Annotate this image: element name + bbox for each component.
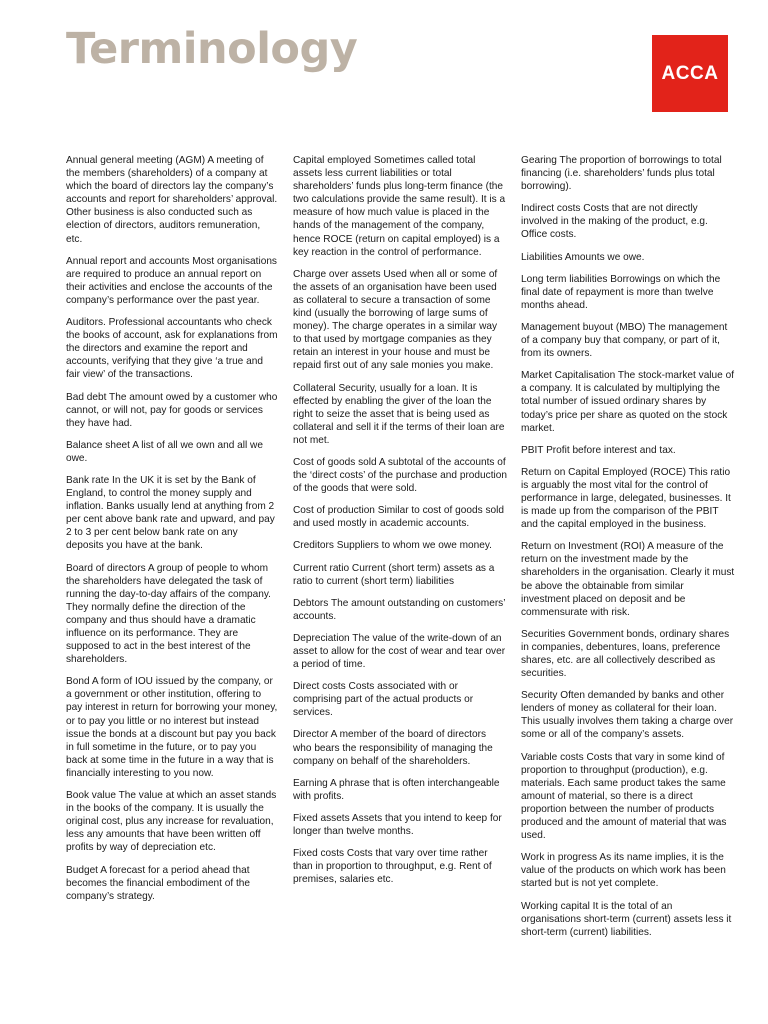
glossary-entry (66, 439, 278, 465)
entry-definition: A member of the board of directors who bears the responsibility of managing the company on behalf of the shareholders. (293, 729, 493, 767)
entry-definition: It is the total of an organisations short-term (current) assets less it short-term (current) liabilities. (521, 900, 732, 938)
glossary-entry (293, 597, 507, 623)
entry-definition: The amount outstanding on customers’ accounts. (293, 597, 506, 622)
entry-term: Director (293, 729, 329, 741)
entry-definition: The value of the write-down of an asset to allow for the cost of wear and tear over a period of time. (293, 632, 506, 671)
entry-definition: Costs that vary in some kind of proportion to throughput (production), e.g. materials. Each same product takes the same amount of material, so there is a direct proportion between the number of products produced and the amount of material that was used. (521, 751, 727, 842)
glossary-entry (293, 539, 507, 552)
entry-term: Board of directors (66, 562, 146, 574)
entry-term: Charge over assets (293, 268, 381, 280)
glossary-entry (521, 444, 735, 457)
entry-definition: A form of IOU issued by the company, or a government or other institution, offering to pay interest in return for borrowing your money, or to pay you little or no interest but instead issue the bonds at a discount but pay you back in full sometime in the future, or to pay you back at some time in the future in a way that is financially interesting to you now. (66, 676, 278, 779)
glossary-entry (521, 321, 735, 360)
glossary-entry (521, 202, 735, 241)
glossary-entry (293, 268, 507, 373)
entry-term: PBIT (521, 444, 544, 456)
page-title: Terminology (66, 24, 358, 74)
entry-definition: A forecast for a period ahead that becomes the financial embodiment of the company’s strategy. (66, 864, 251, 902)
entry-definition: A meeting of the members (shareholders) of a company at which the board of directors lay the company’s accounts and report for shareholders’ approval. Other business is also conducted such as election of directors, auditors remuneration, etc. (66, 155, 278, 245)
entry-definition: The value at which an asset stands in the books of the company. It is usually the original cost, plus any increase for revaluation, less any amounts that have been written off profits by way of depreciation etc. (66, 790, 277, 854)
entry-term: Return on Capital Employed (ROCE) (521, 466, 686, 478)
entry-definition: A measure of the return on the investment made by the shareholders in the organisation. Clearly it must be above the obtainable from similar investment placed on deposit and be commensurate with risk. (521, 541, 735, 618)
entry-term: Debtors (293, 597, 329, 609)
glossary-entry (66, 675, 278, 780)
glossary-entry (293, 456, 507, 495)
entry-definition: This ratio is arguably the most vital for the control of performance in large, delegated, businesses. It is made up from the comparison of the PBIT and the capital employed in the business. (521, 466, 731, 531)
entry-term: Depreciation (293, 632, 350, 644)
entry-term: Capital employed (293, 155, 371, 166)
entry-term: Management buyout (MBO) (521, 321, 646, 333)
entry-term: Annual general meeting (AGM) (66, 155, 206, 166)
glossary-entry (66, 789, 278, 854)
acca-logo (652, 35, 728, 112)
entry-definition: Amounts we owe. (564, 251, 645, 263)
entry-definition: Costs that vary over time rather than in proportion to throughput, e.g. Rent of premises, salaries etc. (293, 848, 492, 886)
glossary-entry (293, 680, 507, 719)
glossary-entry (293, 504, 507, 530)
entry-term: Auditors. (66, 317, 106, 329)
entry-term: Indirect costs (521, 203, 581, 215)
entry-definition: A phrase that is often interchangeable with profits. (293, 777, 500, 802)
glossary-entry (521, 900, 735, 939)
glossary-entry (521, 851, 735, 890)
glossary-entry (521, 466, 735, 531)
entry-term: Fixed costs (293, 848, 345, 860)
column-1 (66, 154, 278, 912)
entry-definition: Assets that you intend to keep for longer than twelve months. (293, 812, 502, 838)
entry-term: Budget (66, 864, 98, 876)
entry-definition: The management of a company buy that company, or part of it, from its owners. (521, 321, 728, 360)
entry-term: Work in progress (521, 852, 598, 864)
glossary-entry (521, 751, 735, 843)
entry-term: Cost of goods sold (293, 456, 377, 468)
glossary-entry (293, 154, 507, 259)
entry-term: Bad debt (66, 391, 107, 403)
glossary-entry (293, 728, 507, 767)
glossary-entry (521, 154, 735, 193)
entry-definition: Costs associated with or comprising part of the actual products or services. (293, 681, 474, 719)
entry-term: Variable costs (521, 751, 584, 763)
entry-definition: The stock-market value of a company. It is calculated by multiplying the total number of issued ordinary shares by today’s price per share as quoted on the stock market. (521, 370, 734, 434)
entry-definition: The amount owed by a customer who cannot, or will not, pay for goods or services they have had. (66, 391, 278, 429)
entry-definition: Often demanded by banks and other lenders of money as collateral for their loan. This usually involves them taking a charge over some or all of the company’s assets. (521, 690, 734, 741)
entry-term: Earning (293, 777, 328, 789)
glossary-entry (521, 273, 735, 312)
entry-term: Securities (521, 628, 566, 640)
entry-definition: Government bonds, ordinary shares in companies, debentures, loans, preference shares, etc. are all collectively described as securities. (521, 628, 730, 680)
glossary-entry (66, 391, 278, 430)
entry-term: Bond (66, 676, 90, 688)
entry-term: Security (521, 690, 558, 702)
entry-term: Bank rate (66, 474, 110, 486)
glossary-entry (521, 540, 735, 619)
glossary-entry (66, 154, 278, 246)
entry-definition: Suppliers to whom we owe money. (336, 540, 492, 552)
glossary-entry (521, 628, 735, 680)
entry-term: Collateral (293, 382, 336, 394)
entry-term: Direct costs (293, 681, 346, 693)
glossary-entry (66, 864, 278, 903)
entry-term: Fixed assets (293, 812, 350, 824)
entry-term: Long term liabilities (521, 273, 608, 285)
entry-term: Gearing (521, 155, 557, 166)
entry-definition: The proportion of borrowings to total financing (i.e. shareholders’ funds plus total borrowing). (521, 155, 722, 193)
entry-definition: Used when all or some of the assets of an organisation have been used as collateral to secure a transaction of some kind (usually the borrowing of large sums of money). The charge operates in a similar way to that used by mortgage companies as they retain an interest in your house and must be repaid first out of any sale monies you make. (293, 268, 498, 372)
glossary-entry (293, 382, 507, 447)
entry-definition: Costs that are not directly involved in the making of the product, e.g. Office costs. (521, 203, 708, 241)
entry-definition: A list of all we own and all we owe. (66, 439, 263, 464)
entry-term: Book value (66, 790, 116, 802)
entry-definition: In the UK it is set by the Bank of England, to control the money supply and inflation. Banks usually lend at anything from 2 per cent above bank rate and upward, and pay 2 to 3 per cent below bank rate on any deposits you have at the bank. (66, 474, 275, 552)
entry-term: Annual report and accounts (66, 255, 190, 267)
glossary-entry (293, 632, 507, 671)
entry-definition: Profit before interest and tax. (546, 444, 676, 456)
entry-definition: A group of people to whom the shareholders have delegated the task of running the day-to-day affairs of the company. They normally define the direction of the company and thus should have a dramatic influence on its performance. They are supposed to act in the best interest of the shareholders. (66, 562, 271, 666)
entry-definition: Most organisations are required to produce an annual report on their activities and enclose the accounts of the company’s performance over the past year. (66, 255, 277, 306)
entry-definition: Similar to cost of goods sold and used mostly in academic accounts. (293, 505, 504, 530)
entry-definition: Current (short term) assets as a ratio to current (short term) liabilities (293, 562, 495, 587)
entry-definition: Borrowings on which the final date of repayment is more than twelve months ahead. (521, 273, 721, 311)
entry-term: Working capital (521, 900, 590, 912)
entry-definition: As its name implies, it is the value of the products on which work has been started but is not yet complete. (521, 852, 726, 890)
glossary-entry (521, 689, 735, 741)
glossary-entry (293, 562, 507, 588)
glossary-entry (293, 812, 507, 838)
entry-term: Market Capitalisation (521, 370, 616, 382)
entry-definition: Security, usually for a loan. It is effected by enabling the giver of the loan the right to seize the asset that is being used as collateral and sell it if the terms of their loan are not met. (293, 382, 505, 446)
glossary-entry (521, 369, 735, 434)
entry-term: Balance sheet (66, 439, 130, 451)
column-3 (521, 154, 735, 948)
glossary-entry (521, 251, 735, 264)
entry-definition: A subtotal of the accounts of the ‘direct costs’ of the purchase and production of the goods that were sold. (293, 456, 507, 495)
entry-term: Liabilities (521, 251, 563, 263)
glossary-entry (293, 847, 507, 886)
entry-definition: Sometimes called total assets less current liabilities or total shareholders’ funds plus long-term finance (the two calculations provide the same result). It is a measure of how much value is placed in the hands of the management of the company, hence ROCE (return on capital employed) is a key reaction in the control of performance. (293, 155, 506, 258)
logo-text: ACCA (661, 62, 719, 84)
glossary-entry (66, 255, 278, 307)
entry-term: Creditors (293, 540, 334, 552)
entry-definition: Professional accountants who check the books of account, ask for explanations from the directors and examine the report and accounts, verifying that they give ‘a true and fair view’ of the transactions. (66, 317, 278, 381)
glossary-entry (293, 777, 507, 803)
glossary-entry (66, 474, 278, 553)
glossary-entry (66, 562, 278, 667)
entry-term: Cost of production (293, 505, 375, 517)
glossary-entry (66, 316, 278, 381)
column-2 (293, 154, 507, 895)
entry-term: Return on Investment (ROI) (521, 541, 645, 553)
entry-term: Current ratio (293, 562, 350, 574)
